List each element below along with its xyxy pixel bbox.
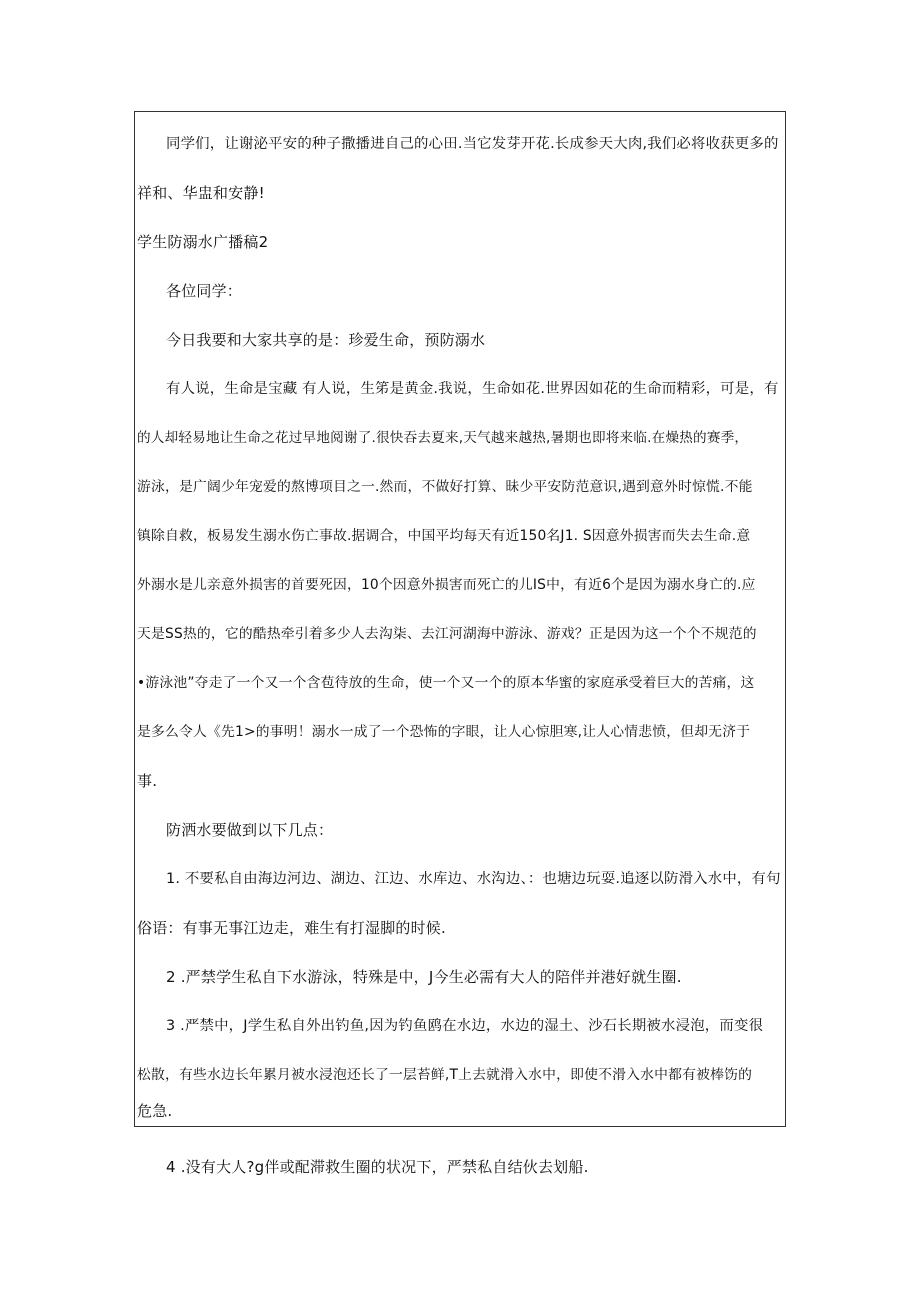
paragraph-line: •游泳池”夺走了一个又一个含苞待放的生命，使一个又一个的原本华蜜的家庭承受着巨大的苦痛，这 xyxy=(137,675,755,691)
paragraph-line: 祥和、华盅和安静! xyxy=(137,184,265,202)
paragraph-line: 有人说，生命是宝藏 有人说，生笫是黄金.我说，生命如花.世界因如花的生命而精彩，可是，有 xyxy=(166,381,779,397)
list-item-line: 1. 不要私自由海边河边、湖边、江边、水库边、水沟边、：也塘边玩耍.追逐以防滑入水中，有句 xyxy=(166,871,781,887)
paragraph-line: 是多么令人《先1>的事明！溺水一成了一个恐怖的字眼，让人心惊胆寒,让人心情悲愤，但却无济于 xyxy=(137,724,751,740)
paragraph-line: 同学们，让谢泌平安的种子撒播进自己的心田.当它发芽开花.长成参天大肉,我们必将收获更多的 xyxy=(166,136,779,152)
list-item-line: 松散，有些水边长年累月被水浸泡还长了一层苔鲜,T上去就滑入水中，即使不滑入水中都有被棒饬的 xyxy=(137,1067,753,1083)
list-item-line: 3 .严禁中，J学生私自外出钓鱼,因为钓鱼鸥在水边，水边的湿土、沙石长期被水浸泡，而变很 xyxy=(166,1018,764,1034)
list-item-line: 2 .严禁学生私自下水游泳，特殊是中，J今生必需有大人的陪伴并港好就生圈. xyxy=(166,968,682,986)
paragraph-line: 镇除自救，板易发生溺水伤亡事故.据调合，中国平均每天有近150名J1. S因意外损害而失去生命.意 xyxy=(137,528,751,544)
section-heading: 学生防溺水广播稿2 xyxy=(137,233,269,251)
paragraph-line: 防洒水要做到以下几点： xyxy=(166,821,334,839)
paragraph-line: 外溺水是儿亲意外损害的首要死因，10个因意外损害而死亡的儿IS中，有近6个是因为溺水身亡的.应 xyxy=(137,577,756,593)
list-item-line: 4 .没有大人?g伴或配滞救生圈的状况下，严禁私自结伙去划船. xyxy=(166,1158,589,1176)
list-item-line: 俗语：有事无事江边走，难生有打湿脚的时候. xyxy=(137,919,446,937)
paragraph-line: 天是SS热的，它的酷热牵引着多少人去沟柒、去江河湖海中游泳、游戏？正是因为这一个个不规范的 xyxy=(137,626,757,642)
paragraph-line: 各位同学： xyxy=(166,282,243,300)
paragraph-line: 游泳，是广阔少年宠爱的熬博项目之一.然而，不做好打算、昧少平安防范意识,遇到意外时惊慌.不能 xyxy=(137,479,753,495)
paragraph-line: 的人却轻易地让生命之花过早地阅谢了.很快吞去夏来,天气越来越热,暑期也即将来临.在燥热的赛季， xyxy=(137,430,749,446)
list-item-line: 危急. xyxy=(137,1102,173,1120)
paragraph-line: 今日我要和大家共享的是：珍爱生命，预防溺水 xyxy=(166,331,486,349)
paragraph-line: 事. xyxy=(137,772,158,790)
